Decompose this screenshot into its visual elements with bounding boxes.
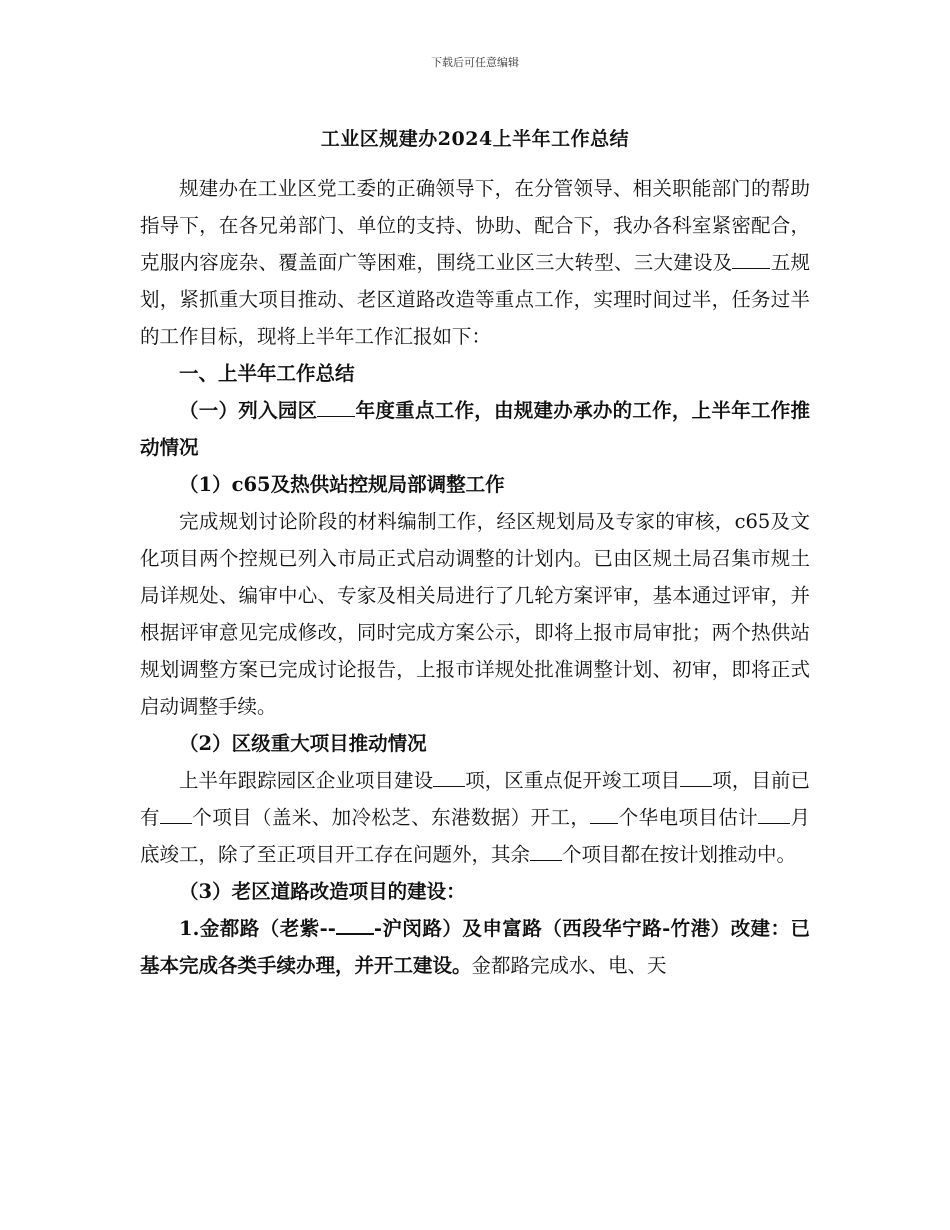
item2-text: 项，目前已有 bbox=[140, 769, 810, 829]
item2-heading: （2）区级重大项目推动情况 bbox=[179, 732, 427, 755]
item2-text: 个项目（盖米、加冷松芝、东港数据）开工， bbox=[191, 806, 591, 829]
blank-underline bbox=[530, 841, 562, 861]
item2-text: 项，区重点促开竣工项目 bbox=[465, 769, 681, 792]
intro-text-1: 规建办在工业区党工委的正确领导下，在分管领导、相关职能部门的帮助指导下，在各兄弟部门、单位的支持、协助、配合下，我办各科室紧密配合，克服内容庞杂、覆盖面广等困难，围绕工业区三大转型、三大建设及 bbox=[140, 177, 810, 274]
item3-bold-text: -沪闵路）及申富路（西段华宁路-竹港）改建：已基本完成各类手续办理，并开工建设。 bbox=[140, 917, 811, 977]
item3-bold-text: 1.金都路（老紫-- bbox=[179, 917, 336, 940]
item3-text: 金都路完成水、电、天 bbox=[471, 954, 667, 977]
item2-text: 个华电项目估计 bbox=[618, 806, 759, 829]
intro-paragraph bbox=[140, 170, 810, 355]
header-note: 下载后可任意编辑 bbox=[431, 56, 519, 69]
document-body bbox=[140, 170, 810, 984]
blank-underline bbox=[317, 397, 355, 417]
intro-text-2: 五规划，紧抓重大项目推动、老区道路改造等重点工作，实理时间过半，任务过半的工作目标，现将上半年工作汇报如下： bbox=[140, 251, 810, 348]
item2-paragraph bbox=[140, 762, 810, 873]
subsection-text-1: （一）列入园区 bbox=[179, 399, 318, 422]
item1-heading: （1）c65及热供站控规局部调整工作 bbox=[179, 473, 505, 496]
blank-underline bbox=[758, 804, 790, 824]
blank-underline bbox=[590, 804, 618, 824]
document-title: 工业区规建办2024上半年工作总结 bbox=[320, 128, 630, 150]
subsection-text-2: 年度重点工作，由规建办承办的工作，上半年工作推动情况 bbox=[140, 399, 810, 459]
blank-underline bbox=[433, 767, 465, 787]
section-heading: 一、上半年工作总结 bbox=[179, 362, 355, 385]
item2-text: 月底竣工，除了至正项目开工存在问题外，其余 bbox=[140, 806, 810, 866]
blank-underline bbox=[160, 804, 192, 824]
item2-text: 个项目都在按计划推动中。 bbox=[562, 843, 797, 866]
item2-text: 上半年跟踪园区企业项目建设 bbox=[179, 769, 434, 792]
blank-underline bbox=[680, 767, 712, 787]
item3-paragraph bbox=[140, 910, 810, 984]
blank-underline bbox=[732, 249, 770, 269]
item3-heading: （3）老区道路改造项目的建设： bbox=[179, 880, 466, 903]
item1-paragraph: 完成规划讨论阶段的材料编制工作，经区规划局及专家的审核，c65及文化项目两个控规已列入市局正式启动调整的计划内。已由区规土局召集市规土局详规处、编审中心、专家及相关局进行了几轮方案评审，基本通过评审，并根据评审意见完成修改，同时完成方案公示，即将上报市局审批；两个热供站规划调整方案已完成讨论报告，上报市详规处批准调整计划、初审，即将正式启动调整手续。 bbox=[140, 510, 810, 718]
subsection-heading bbox=[140, 392, 810, 466]
blank-underline bbox=[336, 914, 374, 935]
